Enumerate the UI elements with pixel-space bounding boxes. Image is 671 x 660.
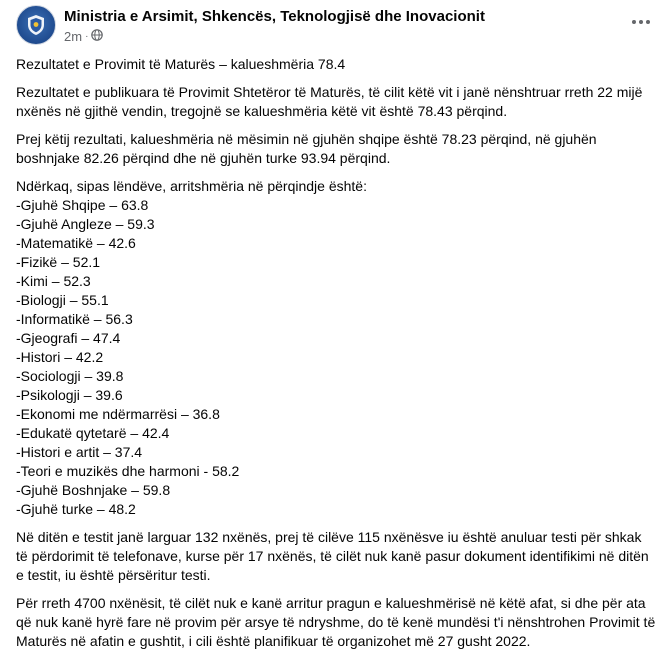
paragraph-august-session: Për rreth 4700 nxënësit, të cilët nuk e kanë arritur pragun e kalueshmërisë në këtë afat, si dhe për ata që nuk kanë hyrë fare në provim për arsye të ndryshme, do të kenë mundësi t'i nënshtrohen Provimit të Maturës në afatin e gushtit, i cili është planifikuar të organizohet më 27 gusht 2022. [16, 595, 656, 649]
subject-item: -Gjuhë turke – 48.2 [16, 501, 136, 517]
paragraph-languages: Prej këtij rezultati, kalueshmëria në mësimin në gjuhën shqipe është 78.23 përqind, në gjuhën boshnjake 82.26 përqind dhe në gjuhën turke 93.94 përqind. [16, 131, 597, 166]
more-options-icon[interactable] [627, 11, 655, 33]
subject-item: -Matematikë – 42.6 [16, 235, 136, 251]
paragraph-results: Rezultatet e publikuara të Provimit Shtetëror të Maturës, të cilit këtë vit i janë nënshtruar rreth 22 mijë nxënës në gjithë vendin, tregojnë se kalueshmëria këtë vit është 78.43 përqind. [16, 84, 643, 119]
ministry-logo-icon [23, 12, 49, 38]
subjects-list [16, 196, 656, 519]
subject-item: -Sociologji – 39.8 [16, 368, 124, 384]
subject-item: -Gjuhë Angleze – 59.3 [16, 216, 155, 232]
subject-item: -Histori – 42.2 [16, 349, 104, 365]
subject-item: -Histori e artit – 37.4 [16, 444, 143, 460]
subject-item: -Edukatë qytetarë – 42.4 [16, 425, 170, 441]
subject-item: -Biologji – 55.1 [16, 292, 109, 308]
subjects-intro: Ndërkaq, sipas lëndëve, arritshmëria në përqindje është: [16, 178, 367, 194]
subject-item: -Gjuhë Shqipe – 63.8 [16, 197, 149, 213]
post-body [16, 55, 656, 660]
globe-icon[interactable] [91, 29, 103, 44]
subject-item: -Kimi – 52.3 [16, 273, 91, 289]
post-time[interactable]: 2m [64, 29, 83, 44]
post-header [16, 5, 655, 45]
subject-item: -Gjeografi – 47.4 [16, 330, 121, 346]
subject-item: -Fizikë – 52.1 [16, 254, 101, 270]
page-avatar[interactable] [16, 5, 56, 45]
author-name[interactable]: Ministria e Arsimit, Shkencës, Teknologjisë dhe Inovacionit [64, 8, 485, 25]
post-title: Rezultatet e Provimit të Maturës – kalueshmëria 78.4 [16, 56, 346, 72]
post-meta [64, 29, 103, 44]
subject-item: -Teori e muzikës dhe harmoni - 58.2 [16, 463, 240, 479]
meta-separator: · [85, 31, 89, 42]
subject-item: -Ekonomi me ndërmarrësi – 36.8 [16, 406, 220, 422]
paragraph-removed-students: Në ditën e testit janë larguar 132 nxënës, prej të cilëve 115 nxënësve iu është anuluar testi për shkak të përdorimit të telefonave, kurse për 17 nxënës, të cilët nuk kanë pasur dokument identifikimi në ditën e testit, iu është përsëritur testi. [16, 529, 649, 583]
subject-item: -Psikologji – 39.6 [16, 387, 123, 403]
subject-item: -Informatikë – 56.3 [16, 311, 133, 327]
subject-item: -Gjuhë Boshnjake – 59.8 [16, 482, 171, 498]
